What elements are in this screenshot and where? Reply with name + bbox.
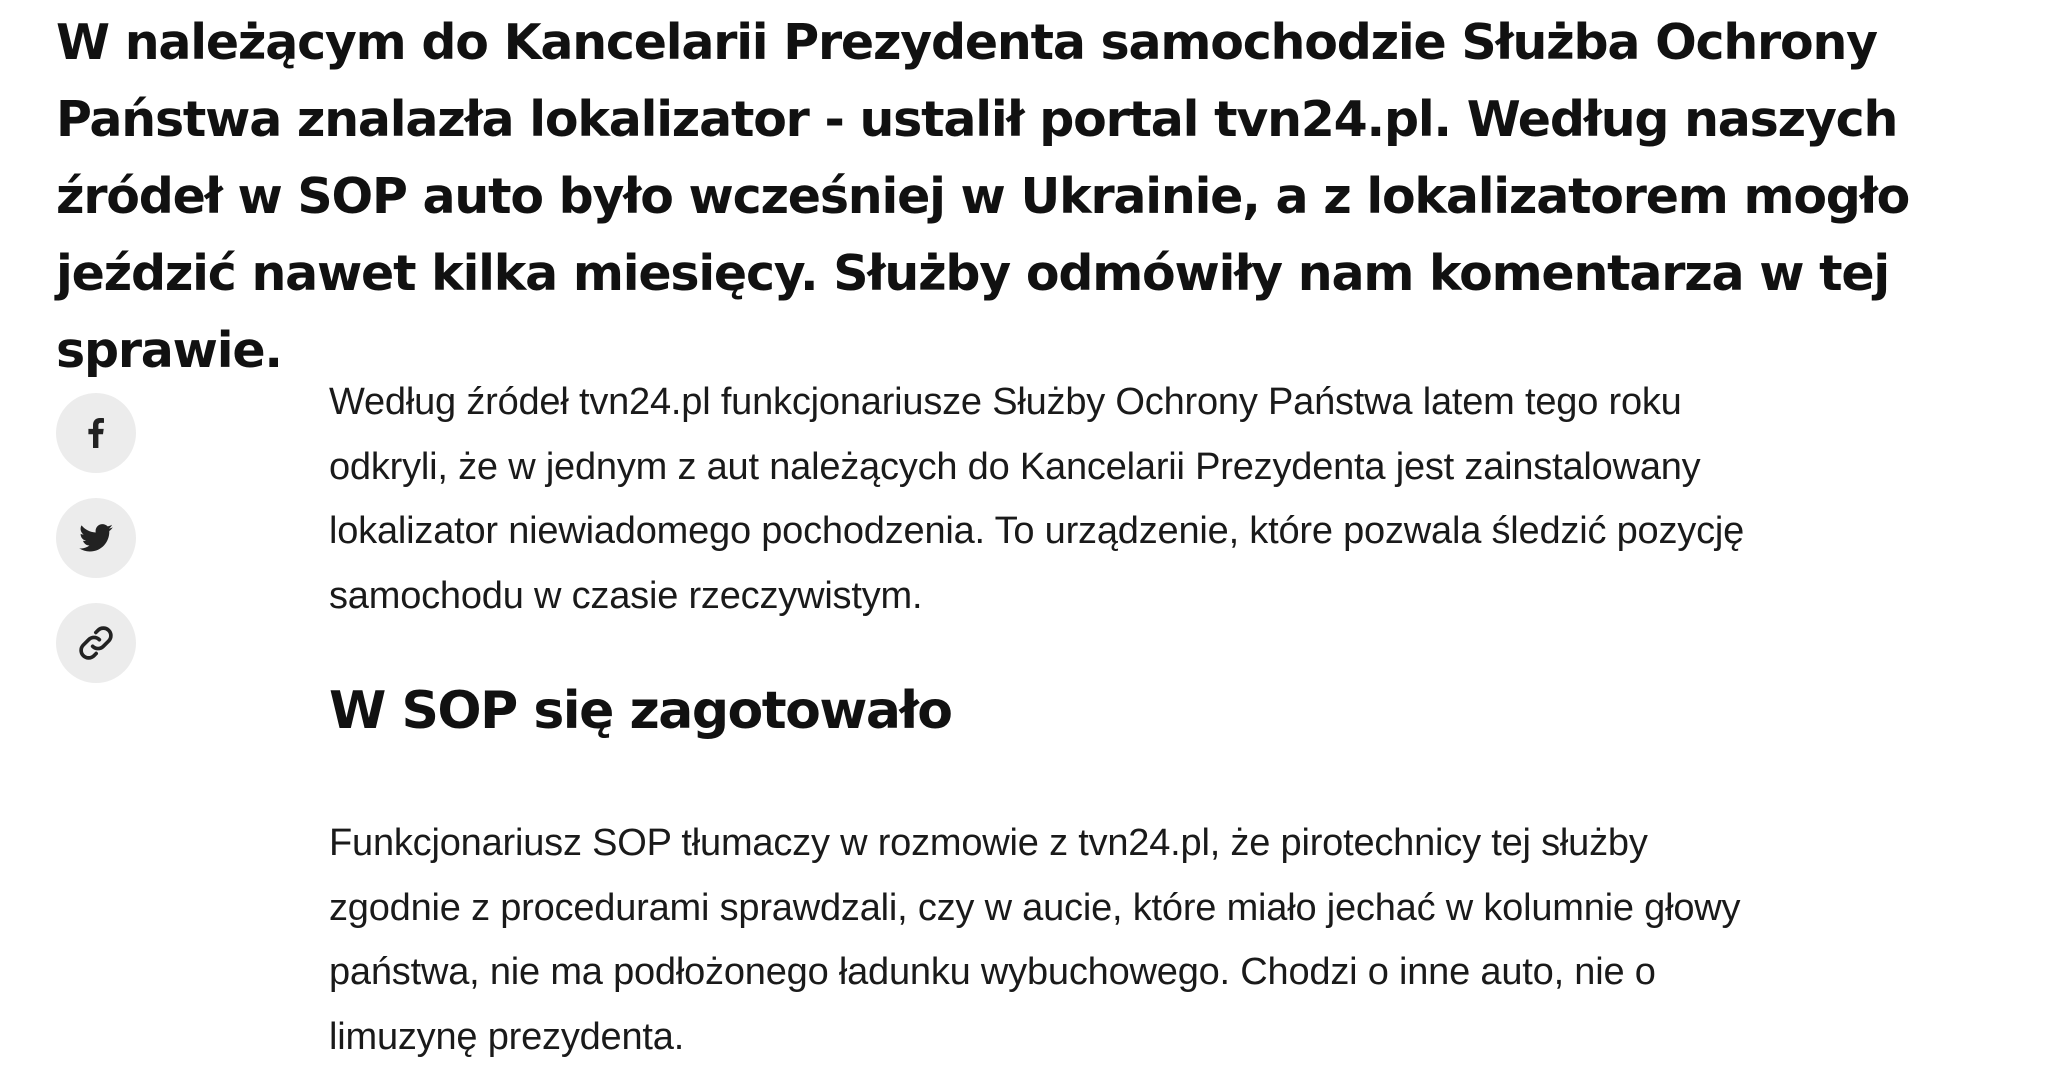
article-body — [329, 370, 1789, 1058]
facebook-icon — [88, 418, 104, 448]
share-twitter-button[interactable] — [56, 498, 136, 578]
article-paragraph: Funkcjonariusz SOP tłumaczy w rozmowie z tvn24.pl, że pirotechnicy tej służby zgodnie z procedurami sprawdzali, czy w aucie, które miało jechać w kolumnie głowy państwa, nie ma podłożonego ładunku wybuchowego. Chodzi o inne auto, nie o limuzynę prezydenta. — [329, 822, 1741, 1058]
copy-link-button[interactable] — [56, 603, 136, 683]
section-heading: W SOP się zagotowało — [329, 681, 952, 741]
article-lead: W należącym do Kancelarii Prezydenta samochodzie Służba Ochrony Państwa znalazła lokalizator - ustalił portal tvn24.pl. Według naszych źródeł w SOP auto było wcześniej w Ukrainie, a z lokalizatorem mogło jeździć nawet kilka miesięcy. Służby odmówiły nam komentarza w tej sprawie. — [56, 14, 1910, 379]
share-facebook-button[interactable] — [56, 393, 136, 473]
article-paragraph: Według źródeł tvn24.pl funkcjonariusze Służby Ochrony Państwa latem tego roku odkryli, że w jednym z aut należących do Kancelarii Prezydenta jest zainstalowany lokalizator niewiadomego pochodzenia. To urządzenie, które pozwala śledzić pozycję samochodu w czasie rzeczywistym. — [329, 381, 1745, 617]
twitter-icon — [79, 524, 113, 552]
link-icon — [76, 623, 116, 663]
share-bar — [56, 393, 136, 708]
